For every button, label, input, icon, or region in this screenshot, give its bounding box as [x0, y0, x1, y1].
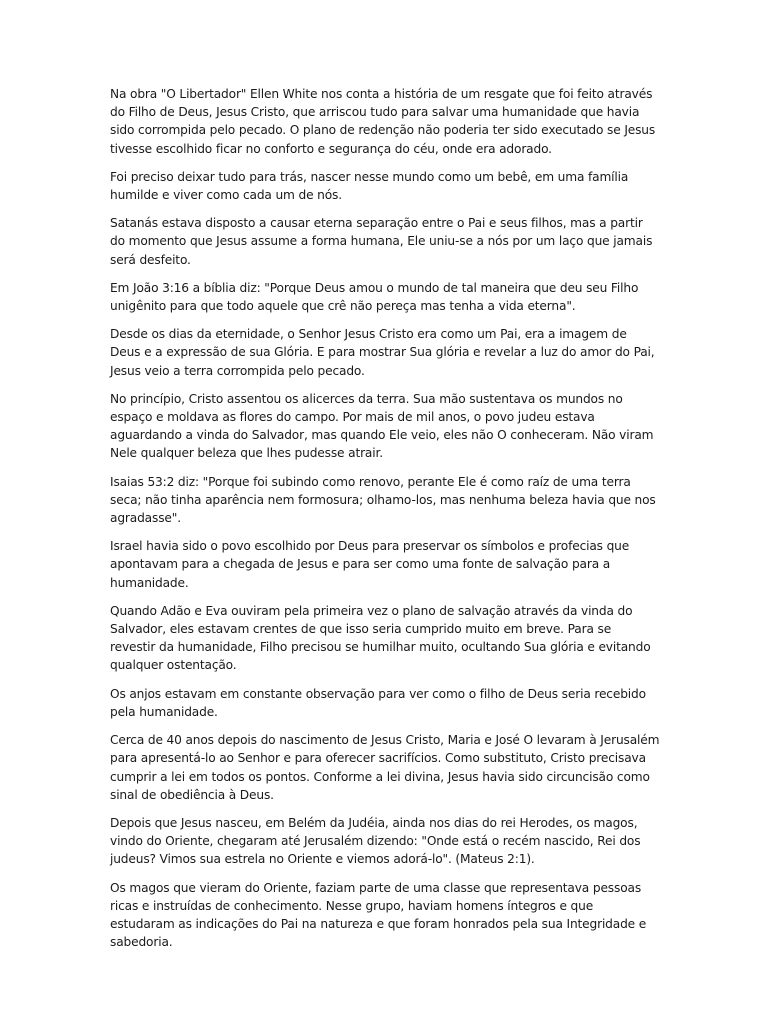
- paragraph-7: Isaias 53:2 diz: "Porque foi subindo como renovo, perante Ele é como raíz de uma terra seca; não tinha aparência nem formosura; olhamo-los, mas nenhuma beleza havia que nos agradasse".: [110, 474, 656, 526]
- paragraph-2: Foi preciso deixar tudo para trás, nascer nesse mundo como um bebê, em uma família humilde e viver como cada um de nós.: [110, 169, 629, 203]
- paragraph-9: Quando Adão e Eva ouviram pela primeira vez o plano de salvação através da vinda do Salvador, eles estavam crentes de que isso seria cumprido muito em breve. Para se revestir da humanidade, Filho precisou se humilhar muito, ocultando Sua glória e evitando qualquer ostentação.: [110, 603, 651, 673]
- paragraph-3: Satanás estava disposto a causar eterna separação entre o Pai e seus filhos, mas a partir do momento que Jesus assume a forma humana, Ele uniu-se a nós por um laço que jamais será desfeito.: [110, 216, 653, 267]
- paragraph-13: Os magos que vieram do Oriente, faziam parte de uma classe que representava pessoas ricas e instruídas de conhecimento. Nesse grupo, haviam homens íntegros e que estudaram as indicações do Pai na natureza e que foram honrados pela sua Integridade e sabedoria.: [110, 880, 647, 950]
- paragraph-5: Desde os dias da eternidade, o Senhor Jesus Cristo era como um Pai, era a imagem de Deus e a expressão de sua Glória. E para mostrar Sua glória e revelar a luz do amor do Pai, Jesus veio a terra corrompida pelo pecado.: [110, 327, 655, 378]
- paragraph-12: Depois que Jesus nasceu, em Belém da Judéia, ainda nos dias do rei Herodes, os magos, vindo do Oriente, chegaram até Jerusalém dizendo: "Onde está o recém nascido, Rei dos judeus? Vimos sua estrela no Oriente e viemos adorá-lo". (Mateus 2:1).: [110, 815, 641, 867]
- paragraph-4: Em João 3:16 a bíblia diz: "Porque Deus amou o mundo de tal maneira que deu seu Filho unigênito para que todo aquele que crê não pereça mas tenha a vida eterna".: [110, 280, 639, 314]
- paragraph-1: Na obra "O Libertador" Ellen White nos conta a história de um resgate que foi feito através do Filho de Deus, Jesus Cristo, que arriscou tudo para salvar uma humanidade que havia sido corrompida pelo pecado. O plano de redenção não poderia ter sido executado se Jesus tivesse escolhido ficar no conforto e segurança do céu, onde era adorado.: [110, 87, 656, 156]
- paragraph-11: Cerca de 40 anos depois do nascimento de Jesus Cristo, Maria e José O levaram à Jerusalém para apresentá-lo ao Senhor e para oferecer sacrifícios. Como substituto, Cristo precisava cumprir a lei em todos os pontos. Conforme a lei divina, Jesus havia sido circuncisão como sinal de obediência à Deus.: [110, 733, 660, 802]
- paragraph-10: Os anjos estavam em constante observação para ver como o filho de Deus seria recebido pela humanidade.: [110, 686, 646, 719]
- document-body: [110, 85, 660, 961]
- paragraph-8: Israel havia sido o povo escolhido por Deus para preservar os símbolos e profecias que apontavam para a chegada de Jesus e para ser como uma fonte de salvação para a humanidade.: [110, 539, 630, 590]
- paragraph-6: No princípio, Cristo assentou os alicerces da terra. Sua mão sustentava os mundos no espaço e moldava as flores do campo. Por mais de mil anos, o povo judeu estava aguardando a vinda do Salvador, mas quando Ele veio, eles não O conheceram. Não viram Nele qualquer beleza que lhes pudesse atrair.: [110, 391, 654, 461]
